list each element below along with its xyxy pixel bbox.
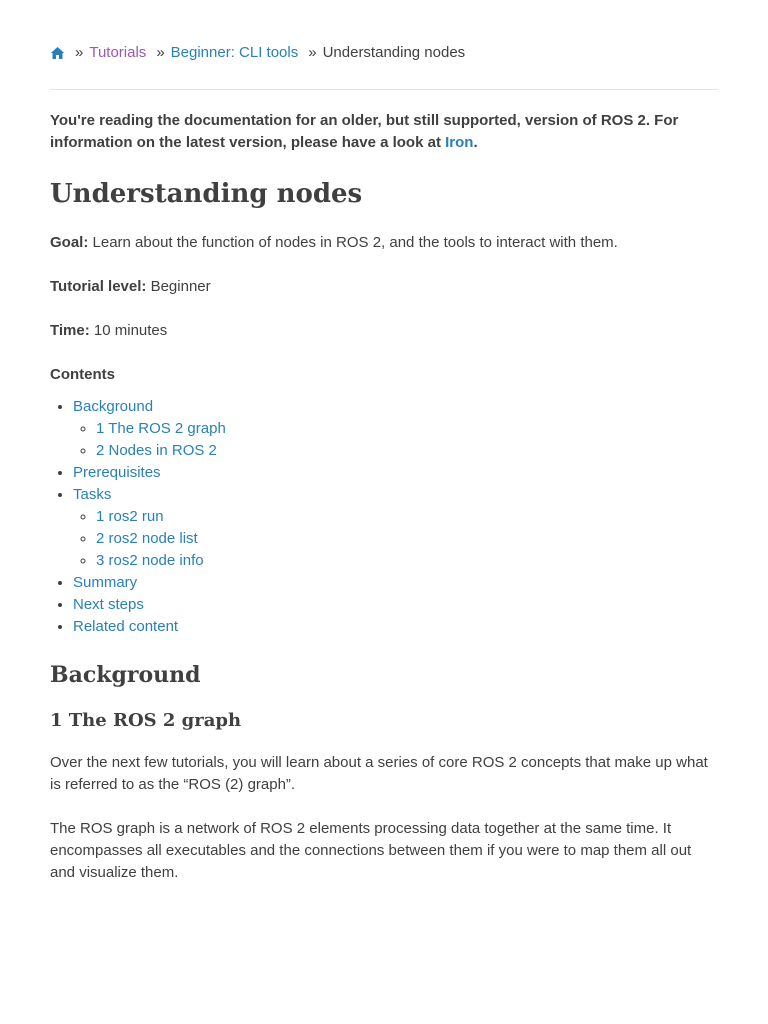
toc-subitem — [96, 506, 718, 528]
background-paragraph-2: The ROS graph is a network of ROS 2 elements processing data together at the same time. It encompasses all executables and the connections between them if you were to map them all out and visualize them. — [50, 820, 692, 881]
home-icon[interactable] — [50, 46, 65, 60]
page-title: Understanding nodes — [50, 179, 363, 209]
breadcrumb-cli-tools-link[interactable]: Beginner: CLI tools — [170, 44, 299, 61]
tutorial-level-paragraph — [50, 276, 718, 298]
version-notice-end: . — [473, 134, 478, 151]
toc-subitem — [96, 550, 718, 572]
goal-text: Learn about the function of nodes in ROS 2, and the tools to interact with them. — [88, 234, 618, 251]
ros2-graph-heading: 1 The ROS 2 graph — [50, 710, 242, 731]
contents-title: Contents — [50, 366, 115, 383]
toc-ros2-node-info-link[interactable]: 3 ros2 node info — [96, 552, 204, 569]
main-content — [50, 172, 718, 906]
goal-label: Goal: — [50, 234, 89, 251]
goal-paragraph — [50, 232, 718, 254]
toc-item — [73, 462, 718, 484]
toc-summary-link[interactable]: Summary — [73, 574, 138, 591]
toc-subitem — [96, 418, 718, 440]
table-of-contents — [50, 396, 718, 638]
toc-item — [73, 594, 718, 616]
toc-tasks-link[interactable]: Tasks — [73, 486, 112, 503]
toc-item — [73, 484, 718, 572]
tutorial-level-text: Beginner — [146, 278, 211, 295]
version-notice — [50, 110, 710, 154]
toc-background-link[interactable]: Background — [73, 398, 154, 415]
toc-ros2-run-link[interactable]: 1 ros2 run — [96, 508, 164, 525]
version-notice-text: You're reading the documentation for an older, but still supported, version of ROS 2. For information on the latest version, please have a look at — [50, 112, 679, 151]
header-divider — [50, 89, 718, 90]
tutorial-level-label: Tutorial level: — [50, 278, 147, 295]
toc-item — [73, 396, 718, 462]
time-text: 10 minutes — [89, 322, 168, 339]
toc-ros2-graph-link[interactable]: 1 The ROS 2 graph — [96, 420, 226, 437]
toc-item — [73, 616, 718, 638]
time-label: Time: — [50, 322, 90, 339]
toc-nodes-in-ros2-link[interactable]: 2 Nodes in ROS 2 — [96, 442, 217, 459]
toc-ros2-node-list-link[interactable]: 2 ros2 node list — [96, 530, 198, 547]
toc-subitem — [96, 528, 718, 550]
breadcrumb — [50, 42, 465, 64]
toc-subitem — [96, 440, 718, 462]
breadcrumb-tutorials-link[interactable]: Tutorials — [89, 44, 147, 61]
toc-prerequisites-link[interactable]: Prerequisites — [73, 464, 161, 481]
toc-item — [73, 572, 718, 594]
time-paragraph — [50, 320, 718, 342]
breadcrumb-separator: » — [75, 44, 84, 61]
iron-version-link[interactable]: Iron — [445, 134, 474, 151]
breadcrumb-current: Understanding nodes — [322, 44, 466, 61]
background-heading: Background — [50, 662, 201, 688]
breadcrumb-separator: » — [156, 44, 165, 61]
toc-related-content-link[interactable]: Related content — [73, 618, 179, 635]
background-paragraph-1: Over the next few tutorials, you will learn about a series of core ROS 2 concepts that make up what is referred to as the “ROS (2) graph”. — [50, 754, 708, 793]
toc-next-steps-link[interactable]: Next steps — [73, 596, 144, 613]
breadcrumb-separator: » — [308, 44, 317, 61]
